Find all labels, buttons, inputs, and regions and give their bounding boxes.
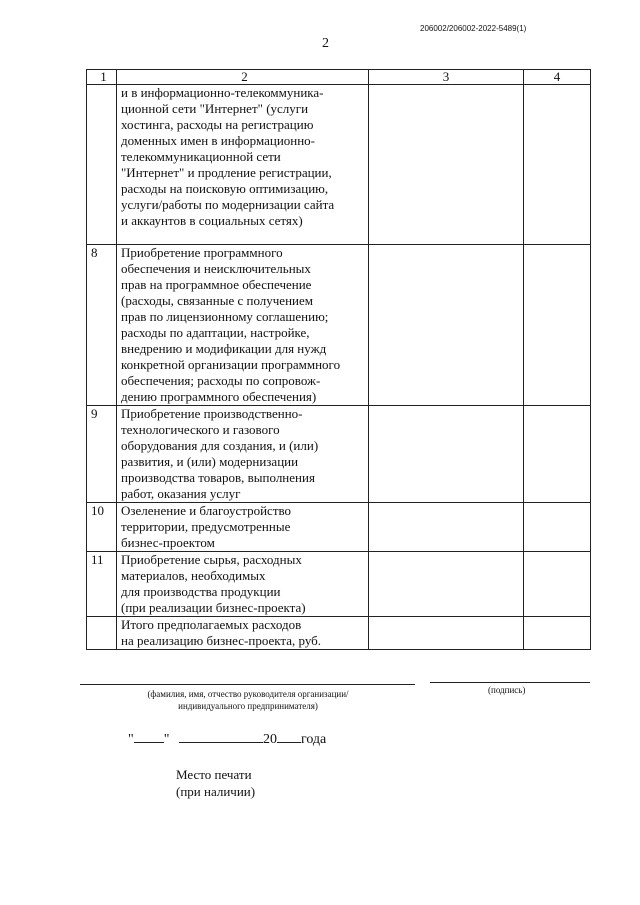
row-number: 10 [87,503,117,552]
row-number: 11 [87,552,117,617]
row-cell-4 [524,617,591,650]
expense-table [86,69,591,650]
column-header-2: 2 [117,70,369,85]
table-row [87,85,591,245]
month-blank [179,730,263,743]
row-number [87,85,117,245]
row-description: Приобретение сырья, расходных материалов, необходимых для производства продукции (при реализации бизнес-проекта) [117,552,369,617]
row-cell-3 [369,503,524,552]
row-description: Итого предполагаемых расходов на реализацию бизнес-проекта, руб. [117,617,369,650]
row-cell-4 [524,552,591,617]
row-number: 8 [87,245,117,406]
row-cell-4 [524,245,591,406]
page-number: 2 [322,36,329,51]
name-caption [118,688,378,712]
day-blank [134,730,164,743]
row-number: 9 [87,406,117,503]
signature-caption: (подпись) [488,685,526,695]
year-suffix: года [300,732,327,747]
name-caption-line2: индивидуального предпринимателя) [178,701,318,711]
table-row [87,552,591,617]
date-open-quote: " [128,732,134,747]
table-header-row [87,70,591,85]
row-description: Приобретение программного обеспечения и неисключительных прав на программное обеспечение (расходы, связанные с получением прав по лицензионному соглашению; расходы по адаптации, настройке, внедрению и модификации для нужд конкретной организации программного обеспечения; расходы по сопровож- дению программного обеспечения) [117,245,369,406]
table-total-row [87,617,591,650]
row-cell-3 [369,552,524,617]
table-row [87,406,591,503]
row-cell-4 [524,85,591,245]
year-blank [277,730,301,743]
date-line [128,730,326,748]
column-header-3: 3 [369,70,524,85]
row-cell-3 [369,85,524,245]
date-close-quote: " [163,732,170,747]
name-caption-line1: (фамилия, имя, отчество руководителя организации/ [147,689,349,699]
row-description: и в информационно-телекоммуника- ционной сети "Интернет" (услуги хостинга, расходы на регистрацию доменных имен в информационно- телекоммуникационной сети "Интернет" и продление регистрации, расходы на поисковую оптимизацию, услуги/работы по модернизации сайта и аккаунтов в социальных сетях) [117,85,369,245]
name-signature-line [80,684,415,685]
table-row [87,503,591,552]
row-cell-3 [369,406,524,503]
stamp-label: Место печати [176,767,252,782]
row-description: Приобретение производственно- технологического и газового оборудования для создания, и (или) развития, и (или) модернизации производства товаров, выполнения работ, оказания услуг [117,406,369,503]
table-row [87,245,591,406]
row-cell-4 [524,406,591,503]
row-number [87,617,117,650]
stamp-note: (при наличии) [176,784,256,799]
signature-line [430,682,590,683]
row-description: Озеленение и благоустройство территории, предусмотренные бизнес-проектом [117,503,369,552]
row-cell-3 [369,245,524,406]
document-id: 206002/206002-2022-5489(1) [420,24,527,33]
stamp-area [176,766,255,800]
row-cell-4 [524,503,591,552]
year-prefix: 20 [262,732,277,747]
column-header-1: 1 [87,70,117,85]
row-cell-3 [369,617,524,650]
column-header-4: 4 [524,70,591,85]
